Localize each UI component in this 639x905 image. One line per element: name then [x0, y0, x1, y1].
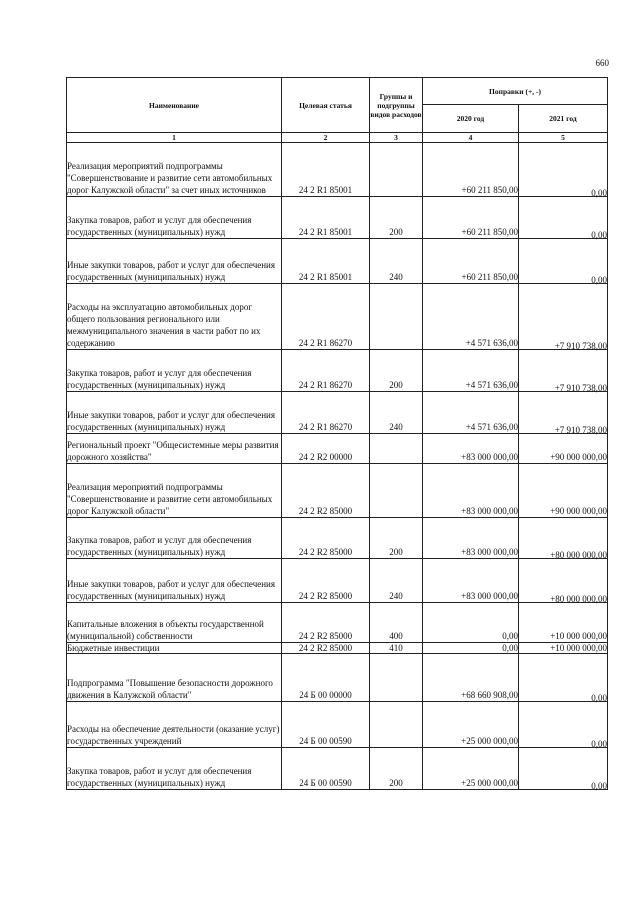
row-amount-2021: +90 000 000,00	[519, 434, 608, 464]
col-number: 2	[282, 133, 370, 143]
row-target-article: 24 2 R2 85000	[282, 518, 370, 559]
row-name: Региональный проект "Общесистемные меры развития дорожного хозяйства"	[67, 434, 282, 464]
row-amount-2021: +10 000 000,00	[519, 603, 608, 643]
row-amount-2021: +80 000 000,00	[519, 518, 608, 559]
row-name: Подпрограмма "Повышение безопасности дорожного движения в Калужской области"	[67, 654, 282, 702]
row-expense-group: 400	[370, 603, 423, 643]
row-target-article: 24 2 R1 86270	[282, 392, 370, 434]
row-expense-group: 240	[370, 392, 423, 434]
row-amount-2020: +83 000 000,00	[423, 434, 519, 464]
row-amount-2020: 0,00	[423, 643, 519, 654]
row-amount-2020: +68 660 908,00	[423, 654, 519, 702]
table-row	[67, 284, 608, 350]
row-name: Закупка товаров, работ и услуг для обеспечения государственных (муниципальных) нужд	[67, 748, 282, 790]
row-name: Расходы на эксплуатацию автомобильных дорог общего пользования регионального или межмуниципального значения в части работ по их содержанию	[67, 284, 282, 350]
row-name: Расходы на обеспечение деятельности (оказание услуг) государственных учреждений	[67, 702, 282, 748]
row-amount-2021: +7 910 738,00	[519, 392, 608, 434]
table-row	[67, 350, 608, 392]
row-expense-group: 410	[370, 643, 423, 654]
row-name: Капитальные вложения в объекты государственной (муниципальной) собственности	[67, 603, 282, 643]
table-row	[67, 702, 608, 748]
row-amount-2021: 0,00	[519, 197, 608, 239]
row-amount-2020: +60 211 850,00	[423, 239, 519, 284]
table-row	[67, 239, 608, 284]
col-number: 1	[67, 133, 282, 143]
row-target-article: 24 2 R2 85000	[282, 603, 370, 643]
table-row	[67, 197, 608, 239]
row-expense-group: 200	[370, 518, 423, 559]
row-target-article: 24 2 R2 00000	[282, 434, 370, 464]
row-expense-group: 200	[370, 350, 423, 392]
table-row	[67, 654, 608, 702]
row-target-article: 24 Б 00 00590	[282, 702, 370, 748]
row-amount-2021: +80 000 000,00	[519, 559, 608, 603]
row-target-article: 24 2 R1 85001	[282, 197, 370, 239]
col-number: 4	[423, 133, 519, 143]
col-header-target-article: Целевая статья	[282, 78, 370, 133]
col-header-expense-groups: Группы и подгруппы видов расходов	[370, 78, 423, 133]
row-amount-2021: 0,00	[519, 143, 608, 197]
table-row	[67, 748, 608, 790]
row-target-article: 24 2 R1 86270	[282, 350, 370, 392]
col-header-2020: 2020 год	[423, 105, 519, 133]
row-expense-group	[370, 702, 423, 748]
row-amount-2021: 0,00	[519, 654, 608, 702]
row-name: Бюджетные инвестиции	[67, 643, 282, 654]
row-name: Реализация мероприятий подпрограммы "Совершенствование и развитие сети автомобильных дорог Калужской области" за счет иных источников	[67, 143, 282, 197]
row-amount-2021: 0,00	[519, 748, 608, 790]
row-expense-group	[370, 654, 423, 702]
row-name: Закупка товаров, работ и услуг для обеспечения государственных (муниципальных) нужд	[67, 197, 282, 239]
table-row	[67, 518, 608, 559]
row-amount-2020: +25 000 000,00	[423, 748, 519, 790]
row-amount-2020: 0,00	[423, 603, 519, 643]
row-target-article: 24 2 R1 86270	[282, 284, 370, 350]
table-row	[67, 434, 608, 464]
row-target-article: 24 Б 00 00000	[282, 654, 370, 702]
row-amount-2021: +10 000 000,00	[519, 643, 608, 654]
col-number: 5	[519, 133, 608, 143]
row-amount-2020: +4 571 636,00	[423, 284, 519, 350]
row-target-article: 24 2 R2 85000	[282, 643, 370, 654]
table-row	[67, 143, 608, 197]
row-amount-2020: +83 000 000,00	[423, 464, 519, 518]
row-amount-2020: +25 000 000,00	[423, 702, 519, 748]
row-expense-group	[370, 143, 423, 197]
row-expense-group: 200	[370, 197, 423, 239]
table-row	[67, 643, 608, 654]
row-expense-group	[370, 284, 423, 350]
row-amount-2021: +7 910 738,00	[519, 350, 608, 392]
row-target-article: 24 2 R2 85000	[282, 559, 370, 603]
row-target-article: 24 2 R1 85001	[282, 143, 370, 197]
row-name: Закупка товаров, работ и услуг для обеспечения государственных (муниципальных) нужд	[67, 350, 282, 392]
row-amount-2020: +83 000 000,00	[423, 559, 519, 603]
row-amount-2020: +4 571 636,00	[423, 392, 519, 434]
row-target-article: 24 2 R2 85000	[282, 464, 370, 518]
row-amount-2020: +83 000 000,00	[423, 518, 519, 559]
row-amount-2020: +4 571 636,00	[423, 350, 519, 392]
row-amount-2020: +60 211 850,00	[423, 197, 519, 239]
row-target-article: 24 Б 00 00590	[282, 748, 370, 790]
page-number: 660	[595, 58, 609, 68]
row-name: Иные закупки товаров, работ и услуг для обеспечения государственных (муниципальных) нужд	[67, 239, 282, 284]
row-amount-2021: +7 910 738,00	[519, 284, 608, 350]
col-header-name: Наименование	[67, 78, 282, 133]
table-row	[67, 392, 608, 434]
row-name: Иные закупки товаров, работ и услуг для обеспечения государственных (муниципальных) нужд	[67, 392, 282, 434]
row-expense-group: 200	[370, 748, 423, 790]
row-name: Иные закупки товаров, работ и услуг для обеспечения государственных (муниципальных) нужд	[67, 559, 282, 603]
row-amount-2021: 0,00	[519, 239, 608, 284]
col-header-amendments: Поправки (+, -)	[423, 78, 608, 105]
row-amount-2021: +90 000 000,00	[519, 464, 608, 518]
col-header-2021: 2021 год	[519, 105, 608, 133]
table-row	[67, 464, 608, 518]
row-expense-group: 240	[370, 239, 423, 284]
table-row	[67, 603, 608, 643]
table-row	[67, 559, 608, 603]
row-name: Закупка товаров, работ и услуг для обеспечения государственных (муниципальных) нужд	[67, 518, 282, 559]
col-number: 3	[370, 133, 423, 143]
row-expense-group	[370, 464, 423, 518]
row-expense-group	[370, 434, 423, 464]
row-name: Реализация мероприятий подпрограммы "Совершенствование и развитие сети автомобильных дорог Калужской области"	[67, 464, 282, 518]
row-amount-2020: +60 211 850,00	[423, 143, 519, 197]
row-amount-2021: 0,00	[519, 702, 608, 748]
row-target-article: 24 2 R1 85001	[282, 239, 370, 284]
budget-amendments-table	[66, 77, 608, 790]
row-expense-group: 240	[370, 559, 423, 603]
